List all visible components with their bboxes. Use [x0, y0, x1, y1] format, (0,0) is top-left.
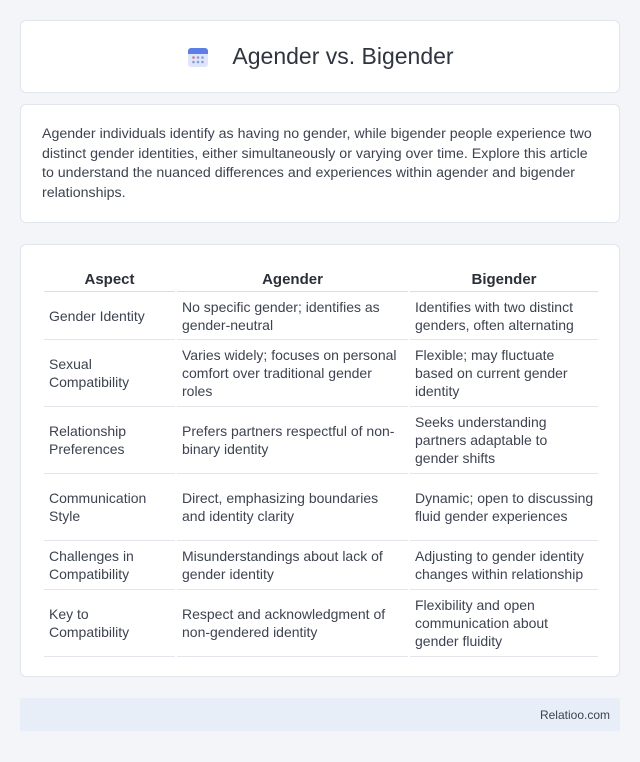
cell-bigender: Adjusting to gender identity changes within relationship — [410, 541, 598, 590]
cell-aspect: Key to Compatibility — [44, 590, 175, 657]
intro-paragraph: Agender individuals identify as having no gender, while bigender people experience two distinct gender identities, either simultaneously or varying over time. Explore this article to understand the nuanced differences and experiences within agender and bigender relationships. — [42, 126, 592, 201]
table-row — [44, 340, 598, 407]
cell-agender: Direct, emphasizing boundaries and identity clarity — [177, 474, 408, 541]
comparison-table — [42, 265, 600, 657]
table-row — [44, 407, 598, 474]
footer — [20, 698, 620, 731]
header-agender: Agender — [177, 265, 408, 292]
cell-agender: Misunderstandings about lack of gender identity — [177, 541, 408, 590]
footer-site-name: Relatioo.com — [539, 707, 610, 722]
title-card — [20, 20, 620, 93]
cell-bigender: Flexibility and open communication about gender fluidity — [410, 590, 598, 657]
table-header-row — [44, 265, 598, 292]
cell-bigender: Flexible; may fluctuate based on current gender identity — [410, 340, 598, 407]
table-row — [44, 292, 598, 340]
table-row — [44, 541, 598, 590]
cell-agender: No specific gender; identifies as gender-neutral — [177, 292, 408, 340]
calendar-icon — [186, 45, 210, 69]
cell-aspect: Challenges in Compatibility — [44, 541, 175, 590]
cell-bigender: Seeks understanding partners adaptable to gender shifts — [410, 407, 598, 474]
comparison-table-card — [20, 244, 620, 677]
table-row — [44, 474, 598, 541]
cell-bigender: Dynamic; open to discussing fluid gender experiences — [410, 474, 598, 541]
cell-aspect: Communication Style — [44, 474, 175, 541]
cell-agender: Respect and acknowledgment of non-gendered identity — [177, 590, 408, 657]
cell-aspect: Relationship Preferences — [44, 407, 175, 474]
cell-agender: Varies widely; focuses on personal comfort over traditional gender roles — [177, 340, 408, 407]
cell-agender: Prefers partners respectful of non-binary identity — [177, 407, 408, 474]
intro-card — [20, 104, 620, 223]
cell-aspect: Gender Identity — [44, 292, 175, 340]
header-bigender: Bigender — [410, 265, 598, 292]
page-title: Agender vs. Bigender — [232, 43, 454, 69]
cell-aspect: Sexual Compatibility — [44, 340, 175, 407]
cell-bigender: Identifies with two distinct genders, often alternating — [410, 292, 598, 340]
header-aspect: Aspect — [44, 265, 175, 292]
table-row — [44, 590, 598, 657]
